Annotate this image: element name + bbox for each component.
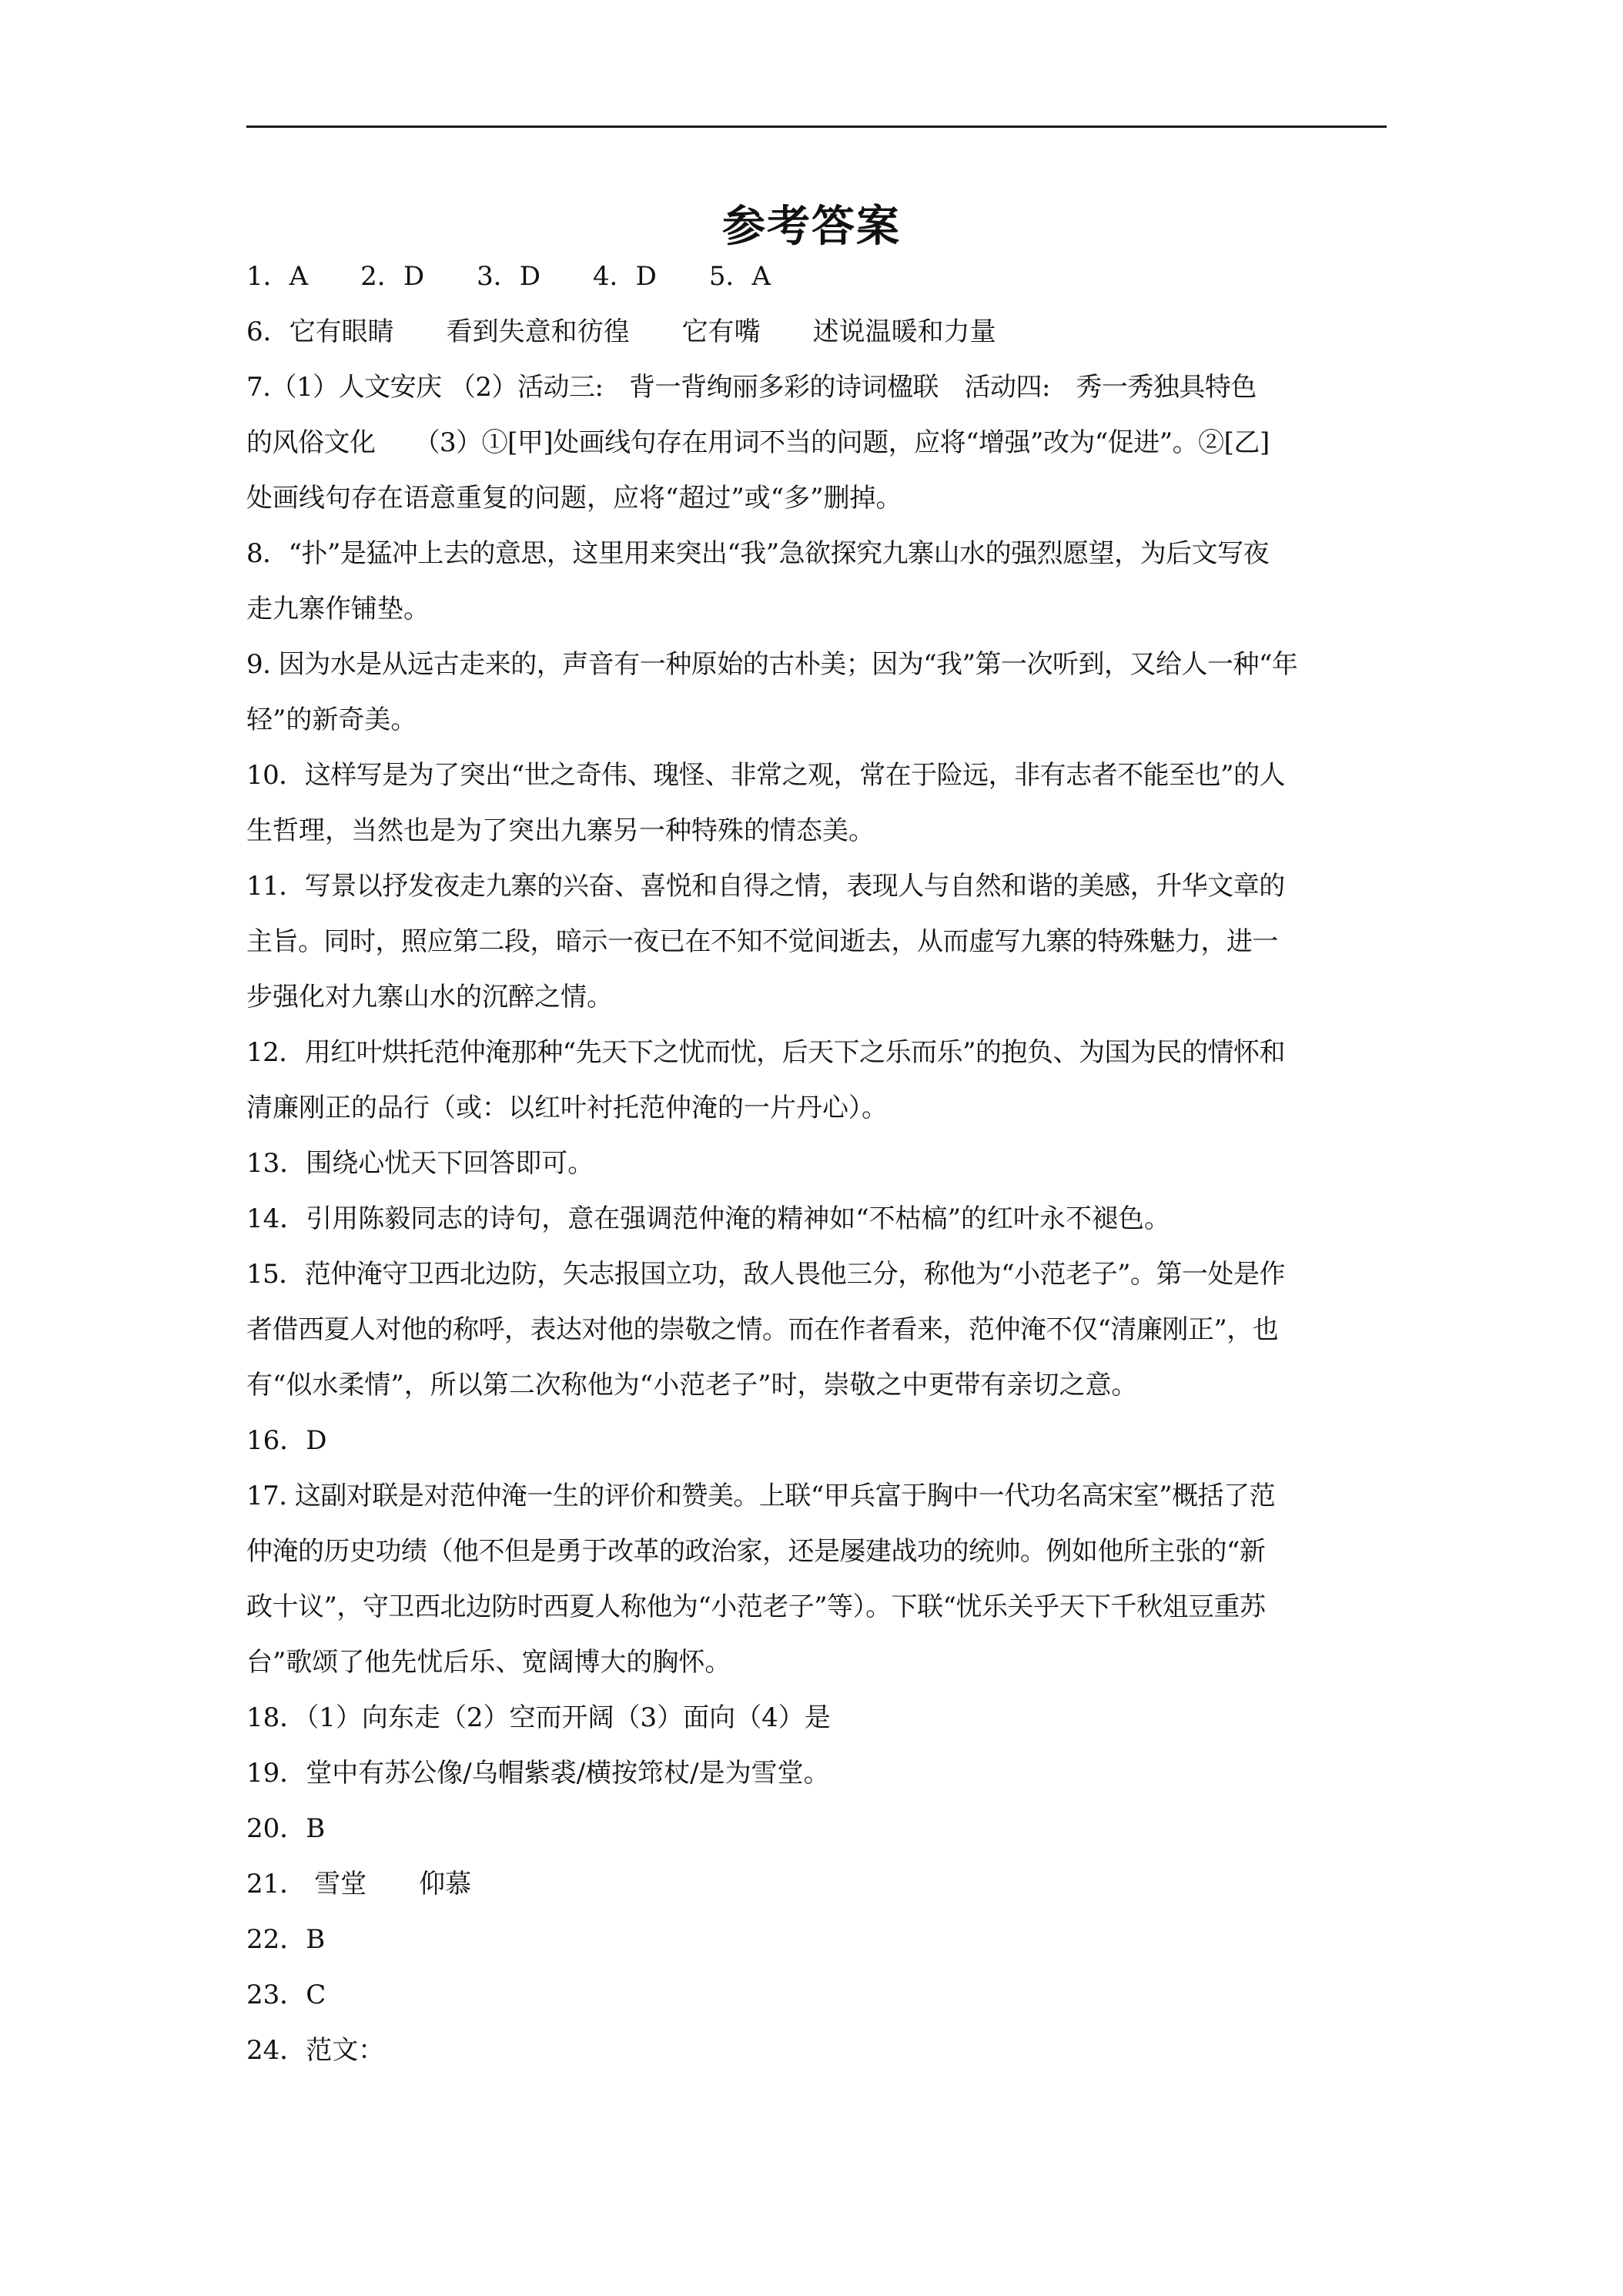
answer-line: 7.（1）人文安庆 （2）活动三: 背一背绚丽多彩的诗词楹联 活动四: 秀一秀独具特色: [246, 372, 1257, 403]
answer-line: 15．范仲淹守卫西北边防，矢志报国立功，敌人畏他三分，称他为“小范老子”。第一处是作: [246, 1259, 1286, 1290]
answer-line: 22．B: [246, 1924, 326, 1955]
answer-line: 步强化对九寨山水的沉醉之情。: [246, 982, 613, 1012]
answer-line: 1．A 2．D 3．D 4．D 5．A: [246, 261, 771, 292]
answer-line: 12．用红叶烘托范仲淹那种“先天下之忧而忧，后天下之乐而乐”的抱负、为国为民的情怀和: [246, 1037, 1286, 1068]
answer-line: 主旨。同时，照应第二段，暗示一夜已在不知不觉间逝去，从而虚写九寨的特殊魅力，进一: [246, 926, 1278, 957]
answer-line: 16．D: [246, 1425, 327, 1456]
answer-line: 处画线句存在语意重复的问题，应将“超过”或“多”删掉。: [246, 483, 902, 514]
answer-line: 9. 因为水是从远古走来的，声音有一种原始的古朴美；因为“我”第一次听到，又给人一种“年: [246, 649, 1298, 680]
answer-line: 者借西夏人对他的称呼，表达对他的崇敬之情。而在作者看来，范仲淹不仅“清廉刚正”，也: [246, 1314, 1279, 1345]
answer-body: [246, 249, 1387, 2078]
answer-line: 20．B: [246, 1813, 326, 1844]
answer-line: 18．（1）向东走（2）空而开阔（3）面向（4）是: [246, 1702, 831, 1733]
header-rule: [246, 126, 1387, 128]
answer-line: 11．写景以抒发夜走九寨的兴奋、喜悦和自得之情，表现人与自然和谐的美感，升华文章的: [246, 871, 1285, 902]
answer-line: 政十议”，守卫西北边防时西夏人称他为“小范老子”等）。下联“忧乐关乎天下千秋俎豆重苏: [246, 1591, 1266, 1622]
answer-line: 17. 这副对联是对范仲淹一生的评价和赞美。上联“甲兵富于胸中一代功名高宋室”概括了范: [246, 1481, 1276, 1511]
answer-line: 13．围绕心忧天下回答即可。: [246, 1148, 594, 1179]
answer-line: 23．C: [246, 1980, 326, 2010]
answer-line: 21． 雪堂 仰慕: [246, 1869, 472, 1899]
answer-line: 生哲理，当然也是为了突出九寨另一种特殊的情态美。: [246, 815, 875, 846]
answer-line: 的风俗文化 （3）①[甲]处画线句存在用词不当的问题，应将“增强”改为“促进”。②[乙]: [246, 427, 1270, 458]
answer-line: 轻”的新奇美。: [246, 705, 417, 735]
answer-line: 19．堂中有苏公像/乌帽紫裘/横按筇杖/是为雪堂。: [246, 1758, 830, 1789]
page-title: 参考答案: [722, 201, 901, 252]
answer-line: 24．范文：: [246, 2035, 385, 2066]
answer-line: 走九寨作铺垫。: [246, 594, 430, 624]
answer-line: 有“似水柔情”，所以第二次称他为“小范老子”时，崇敬之中更带有亲切之意。: [246, 1370, 1138, 1401]
answer-line: 10．这样写是为了突出“世之奇伟、瑰怪、非常之观，常在于险远，非有志者不能至也”的人: [246, 760, 1286, 791]
answer-line: 仲淹的历史功绩（他不但是勇于改革的政治家，还是屡建战功的统帅。例如他所主张的“新: [246, 1536, 1266, 1567]
answer-line: 清廉刚正的品行（或：以红叶衬托范仲淹的一片丹心）。: [246, 1093, 888, 1123]
answer-line: 6．它有眼睛 看到失意和彷徨 它有嘴 述说温暖和力量: [246, 316, 996, 347]
answer-line: 14．引用陈毅同志的诗句，意在强调范仲淹的精神如“不枯槁”的红叶永不褪色。: [246, 1203, 1171, 1234]
answer-line: 台”歌颂了他先忧后乐、宽阔博大的胸怀。: [246, 1647, 731, 1678]
answer-line: 8．“扑”是猛冲上去的意思，这里用来突出“我”急欲探究九寨山水的强烈愿望，为后文写夜: [246, 538, 1270, 569]
